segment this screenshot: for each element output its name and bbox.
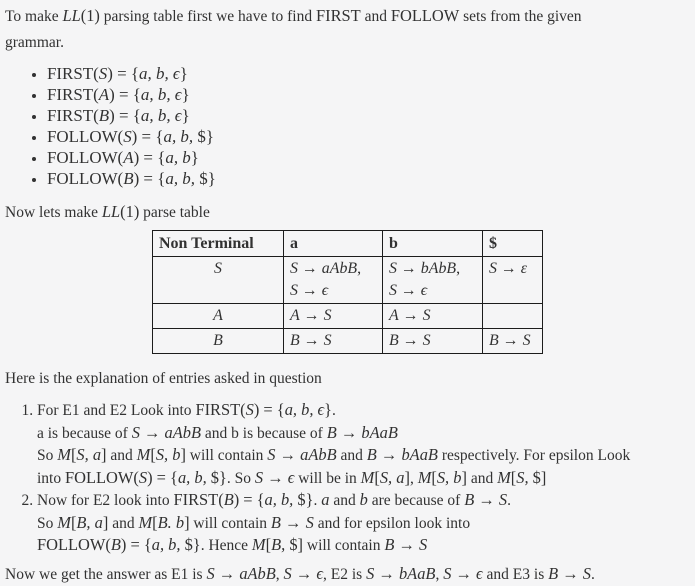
list-item-first-s: • FIRST(S) = {a, b, ϵ} xyxy=(47,64,690,85)
table-cell-nonterminal-a: A xyxy=(153,304,284,329)
table-cell-b-dollar: B → S xyxy=(483,329,543,354)
table-cell-nonterminal-s: S xyxy=(153,257,284,304)
ll1-parse-table xyxy=(152,230,543,354)
explanation-list xyxy=(5,399,690,557)
column-header-a: a xyxy=(284,231,383,257)
explanation-heading: Here is the explanation of entries asked in question xyxy=(5,370,322,387)
table-row-a xyxy=(153,304,543,329)
explanation-item-1: 1. For E1 and E2 Look into FIRST(S) = {a, b, ϵ}. a is because of S → aAbB and b is because of B → bAaB So M[S, a] and M[S, b] will contain S → aAbB and B → bAaB respectively. For epsilon Look into FOLLOW(S) = {a, b, $}. So S → ϵ will be in M[S, a], M[S, b] and M[S, $] xyxy=(37,399,690,489)
table-cell-b-b: B → S xyxy=(383,329,483,354)
table-row-s xyxy=(153,257,543,304)
table-cell-a-b: A → S xyxy=(383,304,483,329)
intro-paragraph: To make LL(1) parsing table first we have to find FIRST and FOLLOW sets from the given grammar. xyxy=(5,6,582,51)
answer-paragraph: Now we get the answer as E1 is S → aAbB, S → ϵ, E2 is S → bAaB, S → ϵ and E3 is B → S. xyxy=(5,563,595,583)
table-row-b xyxy=(153,329,543,354)
table-cell-b-a: B → S xyxy=(284,329,383,354)
list-item-follow-a: • FOLLOW(A) = {a, b} xyxy=(47,148,690,169)
list-item-first-a: • FIRST(A) = {a, b, ϵ} xyxy=(47,85,690,106)
table-cell-nonterminal-b: B xyxy=(153,329,284,354)
table-header-row xyxy=(153,231,543,257)
table-cell-a-dollar xyxy=(483,304,543,329)
table-cell-s-dollar: S → ε xyxy=(483,257,543,304)
list-item-first-b: • FIRST(B) = {a, b, ϵ} xyxy=(47,106,690,127)
table-cell-s-a: S → aAbB, S → ϵ xyxy=(284,257,383,304)
column-header-b: b xyxy=(383,231,483,257)
column-header-dollar: $ xyxy=(483,231,543,257)
answer-document xyxy=(5,3,690,586)
table-cell-s-b: S → bAbB, S → ϵ xyxy=(383,257,483,304)
explanation-item-2: 2. Now for E2 look into FIRST(B) = {a, b, $}. a and b are because of B → S. So M[B, a] and M[B. b] will contain B → S and for epsilon look into FOLLOW(B) = {a, b, $}. Hence M[B, $] will contain B → S xyxy=(37,489,690,557)
column-header-nonterminal: Non Terminal xyxy=(153,231,284,257)
list-item-follow-s: • FOLLOW(S) = {a, b, $} xyxy=(47,127,690,148)
table-cell-a-a: A → S xyxy=(284,304,383,329)
parse-table-intro: Now lets make LL(1) parse table xyxy=(5,202,210,221)
list-item-follow-b: • FOLLOW(B) = {a, b, $} xyxy=(47,169,690,190)
first-follow-list xyxy=(5,64,690,190)
